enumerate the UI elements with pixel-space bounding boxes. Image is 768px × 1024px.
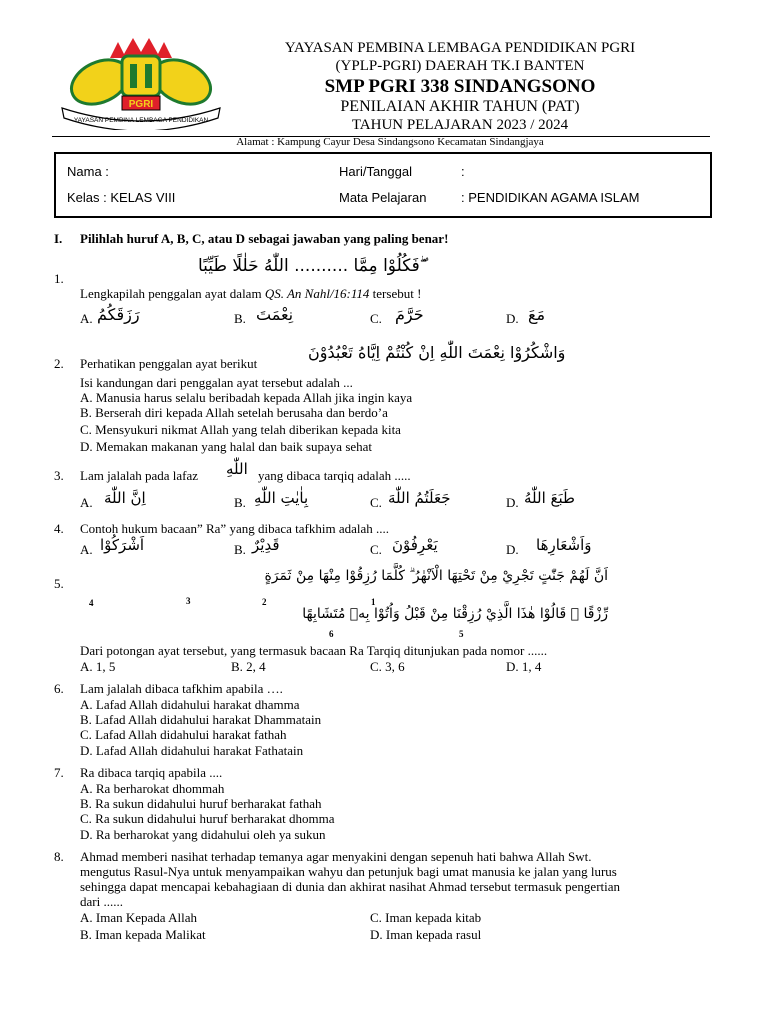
q4-text: Contoh hukum bacaan” Ra” yang dibaca tafkhim adalah .... bbox=[80, 521, 390, 536]
q7-number: 7. bbox=[54, 765, 64, 780]
q8-text-line-4: dari ...... bbox=[80, 894, 123, 909]
q4-option-b[interactable]: قَدِيْرٌ bbox=[252, 536, 280, 554]
q8-option-a[interactable]: A. Iman Kepada Allah bbox=[80, 910, 197, 925]
q5-stem: Dari potongan ayat tersebut, yang termasuk bacaan Ra Tarqiq ditunjukan pada nomor ...... bbox=[80, 643, 548, 658]
q1-option-c[interactable]: حَرَّمَ bbox=[395, 305, 424, 324]
section-number: I. bbox=[54, 231, 63, 246]
q5-mark-5: 5 bbox=[459, 629, 464, 639]
q1-option-b-letter[interactable]: B. bbox=[234, 311, 246, 326]
q3-text-b: yang dibaca tarqiq adalah ..... bbox=[258, 468, 411, 483]
q2-text: Perhatikan penggalan ayat berikut bbox=[80, 356, 258, 371]
q5-option-a[interactable]: A. 1, 5 bbox=[80, 659, 116, 674]
q6-option-c[interactable]: C. Lafad Allah didahului harakat fathah bbox=[80, 727, 287, 742]
q3-option-d[interactable]: طَبَعَ اللّٰهُ bbox=[524, 489, 575, 507]
q1-option-d[interactable]: مَعَ bbox=[528, 305, 546, 324]
q5-arabic-line-1: اَنَّ لَهُمْ جَنّٰتٍ تَجْرِيْ مِنْ تَحْتِهَا الْاَنْهٰرُ ۗ كُلَّمَا رُزِقُوْا مِنْهَا مِنْ ثَمَرَةٍ bbox=[264, 568, 608, 584]
q3-option-b-letter[interactable]: B. bbox=[234, 495, 246, 510]
q5-mark-6: 6 bbox=[329, 629, 334, 639]
q7-option-d[interactable]: D. Ra berharokat yang didahului oleh ya sukun bbox=[80, 827, 326, 842]
q8-option-b[interactable]: B. Iman kepada Malikat bbox=[80, 927, 206, 942]
q4-option-d-letter[interactable]: D. bbox=[506, 542, 519, 557]
q8-option-d[interactable]: D. Iman kepada rasul bbox=[370, 927, 482, 942]
q2-arabic-verse: وَاشْكُرُوْا نِعْمَتَ اللّٰهِ اِنْ كُنْتُمْ اِيَّاهُ تَعْبُدُوْنَ bbox=[308, 343, 566, 362]
q5-number: 5. bbox=[54, 576, 64, 591]
q1-stem: Lengkapilah penggalan ayat dalam QS. An Nahl/16:114 tersebut ! bbox=[80, 286, 422, 301]
date-colon: : bbox=[461, 164, 465, 179]
q3-option-c-letter[interactable]: C. bbox=[370, 495, 382, 510]
q4-option-a[interactable]: اَشْرَكُوْا bbox=[100, 536, 145, 554]
q1-option-d-letter[interactable]: D. bbox=[506, 311, 519, 326]
q6-text: Lam jalalah dibaca tafkhim apabila …. bbox=[80, 681, 283, 696]
q4-option-c-letter[interactable]: C. bbox=[370, 542, 382, 557]
q4-option-c[interactable]: يَعْرِفُوْنَ bbox=[392, 536, 438, 554]
academic-year: TAHUN PELAJARAN 2023 / 2024 bbox=[351, 117, 569, 133]
q3-option-c[interactable]: جَعَلَتُمُ اللّٰهَ bbox=[388, 489, 451, 507]
q2-option-c[interactable]: C. Mensyukuri nikmat Allah yang telah diberikan kepada kita bbox=[80, 422, 401, 437]
q2-number: 2. bbox=[54, 356, 64, 371]
q3-option-a[interactable]: اِنَّ اللّٰهَ bbox=[104, 489, 146, 507]
q3-option-a-letter[interactable]: A. bbox=[80, 495, 93, 510]
q6-option-a[interactable]: A. Lafad Allah didahului harakat dhamma bbox=[80, 697, 300, 712]
date-label: Hari/Tanggal bbox=[339, 164, 412, 179]
q6-number: 6. bbox=[54, 681, 64, 696]
q5-mark-2: 2 bbox=[262, 597, 267, 607]
q1-arabic-verse: فَكُلُوْا مِمَّا .......... اللّٰهُ حَلٰلًا طَيِّبًا ۖ bbox=[198, 256, 424, 276]
foundation-region: (YPLP-PGRI) DAERAH TK.I BANTEN bbox=[335, 58, 585, 74]
q8-number: 8. bbox=[54, 849, 64, 864]
q2-option-a[interactable]: A. Manusia harus selalu beribadah kepada Allah jika ingin kaya bbox=[80, 390, 413, 405]
student-identity-box bbox=[54, 152, 712, 218]
name-label: Nama : bbox=[67, 164, 109, 179]
q4-option-b-letter[interactable]: B. bbox=[234, 542, 246, 557]
q8-text-line-2: mengutus Rasul-Nya untuk menyampaikan wahyu dan petunjuk bagi umat manusia ke jalan yang lurus bbox=[80, 864, 617, 879]
q4-number: 4. bbox=[54, 521, 64, 536]
q5-option-c[interactable]: C. 3, 6 bbox=[370, 659, 405, 674]
q5-arabic-line-2: رِّزْقًا ۙ قَالُوْا هٰذَا الَّذِيْ رُزِقْنَا مِنْ قَبْلُ وَاُتُوْا بِهٖ مُتَشَابِهًا bbox=[302, 606, 608, 622]
q1-number: 1. bbox=[54, 271, 64, 286]
q1-option-b[interactable]: نِعْمَتَ bbox=[256, 305, 294, 324]
q6-option-d[interactable]: D. Lafad Allah didahului harakat Fathatain bbox=[80, 743, 304, 758]
q2-option-b[interactable]: B. Berserah diri kepada Allah setelah berusaha dan berdo’a bbox=[80, 405, 388, 420]
exam-title: PENILAIAN AKHIR TAHUN (PAT) bbox=[340, 98, 580, 115]
q4-option-a-letter[interactable]: A. bbox=[80, 542, 93, 557]
subject-value: : PENDIDIKAN AGAMA ISLAM bbox=[461, 190, 640, 205]
q1-option-c-letter[interactable]: C. bbox=[370, 311, 382, 326]
q5-option-d[interactable]: D. 1, 4 bbox=[506, 659, 542, 674]
class-label: Kelas : KELAS VIII bbox=[67, 190, 176, 205]
q5-mark-1: 1 bbox=[371, 597, 376, 607]
q7-option-b[interactable]: B. Ra sukun didahului huruf berharakat fathah bbox=[80, 796, 322, 811]
subject-label: Mata Pelajaran bbox=[339, 190, 427, 205]
section-instruction: Pilihlah huruf A, B, C, atau D sebagai jawaban yang paling benar! bbox=[80, 231, 449, 246]
q3-arabic-word: اللّٰهِ bbox=[226, 460, 248, 478]
q1-option-a-letter[interactable]: A. bbox=[80, 311, 93, 326]
foundation-title: YAYASAN PEMBINA LEMBAGA PENDIDIKAN PGRI bbox=[284, 40, 636, 56]
q2-option-d[interactable]: D. Memakan makanan yang halal dan baik supaya sehat bbox=[80, 439, 373, 454]
school-name: SMP PGRI 338 SINDANGSONO bbox=[324, 76, 596, 97]
q3-option-d-letter[interactable]: D. bbox=[506, 495, 519, 510]
q8-option-c[interactable]: C. Iman kepada kitab bbox=[370, 910, 482, 925]
logo-text: PGRI bbox=[128, 99, 154, 110]
q5-option-b[interactable]: B. 2, 4 bbox=[231, 659, 266, 674]
q5-mark-4: 4 bbox=[89, 598, 94, 608]
logo-ribbon-text: YAYASAN PEMBINA LEMBAGA PENDIDIKAN bbox=[73, 117, 209, 124]
q7-option-c[interactable]: C. Ra sukun didahului huruf berharakat dhomma bbox=[80, 811, 335, 826]
q8-text-line-3: sehingga dapat mencapai kebahagiaan di dunia dan akhirat nasihat Ahmad tersebut termasuk pengertian bbox=[80, 879, 621, 894]
q5-mark-3: 3 bbox=[186, 596, 191, 606]
q8-text-line-1: Ahmad memberi nasihat terhadap temanya agar menyakini dengan sepenuh hati bahwa Allah Swt. bbox=[80, 849, 592, 864]
q7-option-a[interactable]: A. Ra berharokat dhommah bbox=[80, 781, 225, 796]
q3-option-b[interactable]: بِاٰيٰتِ اللّٰهِ bbox=[254, 489, 309, 507]
school-address: Alamat : Kampung Cayur Desa Sindangsono Kecamatan Sindangjaya bbox=[236, 136, 544, 148]
q3-number: 3. bbox=[54, 468, 64, 483]
q7-text: Ra dibaca tarqiq apabila .... bbox=[80, 765, 223, 780]
q2-stem: Isi kandungan dari penggalan ayat tersebut adalah ... bbox=[80, 375, 353, 390]
q4-option-d[interactable]: وَاَشْعَارِهَا bbox=[536, 536, 592, 554]
q3-text-a: Lam jalalah pada lafaz bbox=[80, 468, 199, 483]
q1-option-a[interactable]: رَزَقَكُمُ bbox=[97, 305, 140, 324]
q6-option-b[interactable]: B. Lafad Allah didahului harakat Dhammatain bbox=[80, 712, 322, 727]
